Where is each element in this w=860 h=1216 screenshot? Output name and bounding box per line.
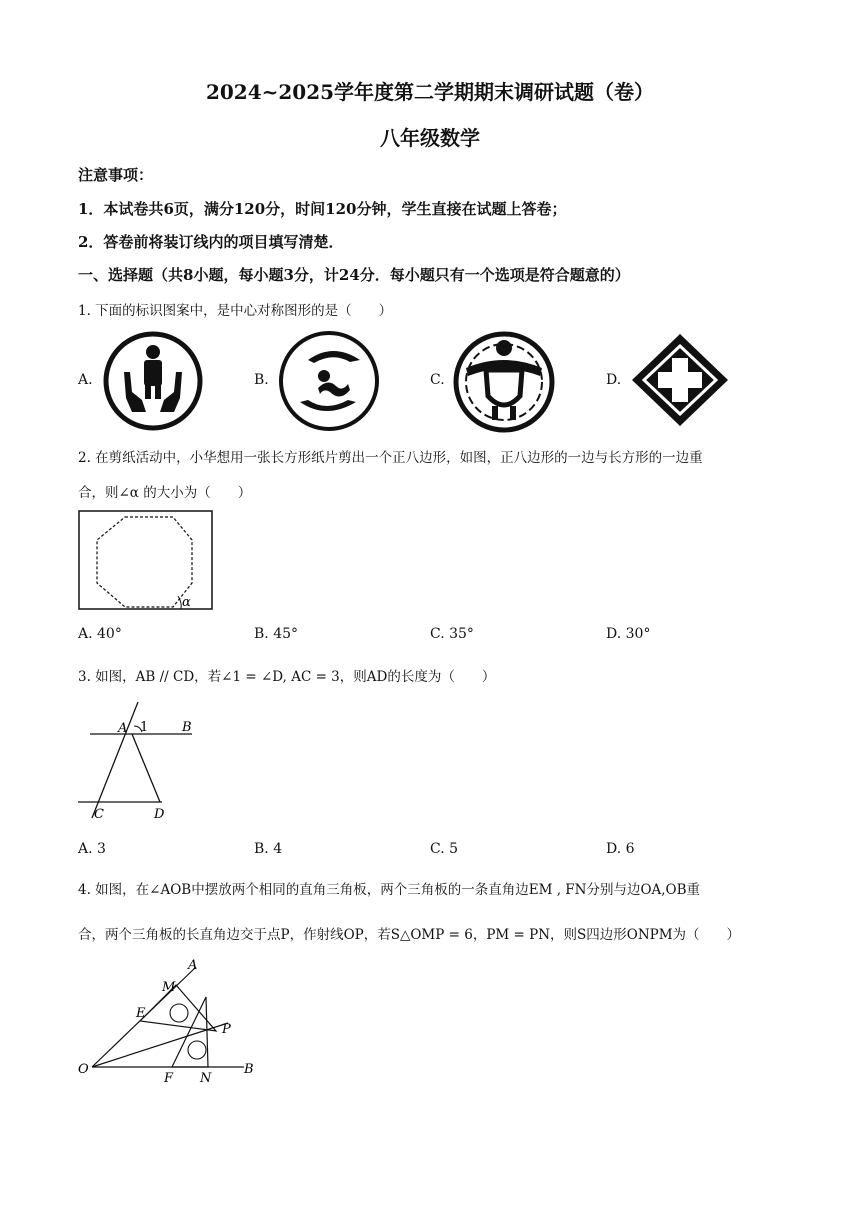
q4-label-n: N (200, 1071, 212, 1086)
q4-angle-triangles-figure (76, 955, 262, 1086)
q4-text-line1: 4. 如图，在∠AOB中摆放两个相同的直角三角板，两个三角板的一条直角边EM , FN分别与边OA,OB重 (78, 882, 701, 898)
q1-text: 1. 下面的标识图案中，是中心对称图形的是（ ） (78, 303, 393, 319)
q2-option-c: C. 35° (430, 626, 474, 642)
notes-item-1: 1．本试卷共6页，满分120分，时间120分钟，学生直接在试题上答卷； (78, 200, 567, 218)
q4-text-line2: 合，两个三角板的长直角边交于点P，作射线OP，若S△OMP = 6，PM = PN，则S四边形ONPM为（ ） (78, 927, 741, 943)
q2-option-d: D. 30° (606, 626, 651, 642)
q2-alpha-label: α (182, 595, 191, 610)
family-protection-logo-icon (102, 330, 204, 432)
q4-label-m: M (162, 980, 176, 995)
q4-label-e: E (136, 1006, 146, 1021)
q3-label-a: A (118, 721, 128, 736)
section-heading: 一、选择题（共8小题，每小题3分，计24分．每小题只有一个选项是符合题意的） (78, 266, 630, 284)
q4-label-f: F (164, 1071, 174, 1086)
q4-label-a: A (188, 958, 198, 973)
q1-option-b: B. (254, 372, 269, 388)
q4-label-p: P (222, 1022, 231, 1037)
medical-cross-logo-icon (628, 330, 732, 430)
q3-label-b: B (182, 720, 192, 735)
page-subtitle: 八年级数学 (380, 126, 480, 150)
q1-option-c: C. (430, 372, 445, 388)
q2-option-b: B. 45° (254, 626, 299, 642)
q3-label-1: 1 (140, 720, 149, 735)
q3-label-c: C (94, 807, 104, 822)
q4-label-b: B (244, 1062, 254, 1077)
q2-option-a: A. 40° (78, 626, 122, 642)
q3-label-d: D (154, 807, 165, 822)
q3-option-b: B. 4 (254, 841, 283, 857)
shield-person-logo-icon (452, 330, 556, 434)
q3-parallel-lines-figure (78, 700, 198, 824)
q2-octagon-figure (78, 510, 214, 612)
child-care-logo-icon (278, 330, 380, 432)
q3-option-d: D. 6 (606, 841, 635, 857)
q1-option-a: A. (78, 372, 93, 388)
page-title: 2024~2025学年度第二学期期末调研试题（卷） (205, 80, 655, 104)
notes-heading: 注意事项： (78, 166, 154, 184)
q3-option-a: A. 3 (78, 841, 106, 857)
q4-label-o: O (78, 1062, 89, 1077)
q2-text-line2: 合，则∠α 的大小为（ ） (78, 485, 252, 501)
q3-text: 3. 如图，AB // CD，若∠1 = ∠D, AC = 3，则AD的长度为（ ） (78, 669, 496, 685)
notes-item-2: 2．答卷前将装订线内的项目填写清楚． (78, 233, 344, 251)
q1-option-d: D. (606, 372, 622, 388)
q3-option-c: C. 5 (430, 841, 459, 857)
q2-text-line1: 2. 在剪纸活动中，小华想用一张长方形纸片剪出一个正八边形，如图，正八边形的一边与长方形的一边重 (78, 450, 703, 466)
